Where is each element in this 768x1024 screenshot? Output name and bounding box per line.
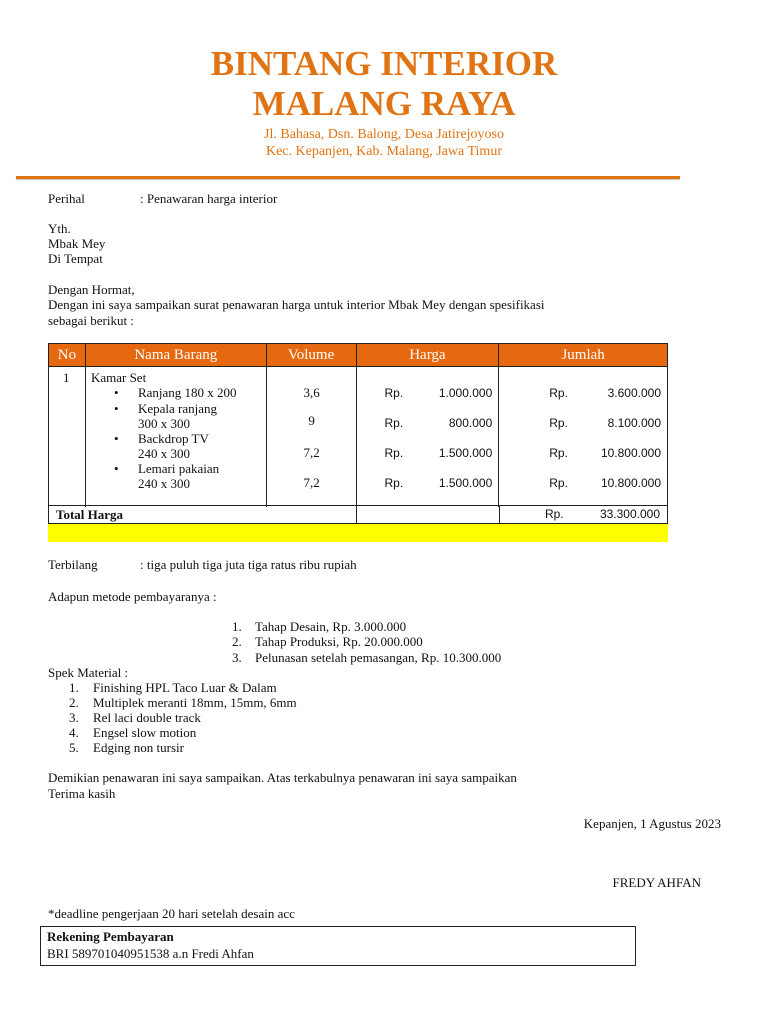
closing-line2: Terima kasih [48,786,116,801]
nama-barang-cell [86,367,266,507]
perihal-label: Perihal [48,191,85,206]
material-number: 5. [69,740,79,755]
material-item: Finishing HPL Taco Luar & Dalam [93,680,277,695]
payment-step: Tahap Desain, Rp. 3.000.000 [255,619,407,634]
item-name: Backdrop TV [137,431,209,446]
total-value: 33.300.000 [599,507,660,521]
price-table [48,343,668,507]
payment-step: Pelunasan setelah pemasangan, Rp. 10.300.000 [255,650,502,665]
item-name: Ranjang 180 x 200 [137,385,237,400]
header-harga: Harga [356,344,499,367]
header-jumlah: Jumlah [499,344,668,367]
item-name: Lemari pakaian [137,461,220,476]
item-total: 10.800.000 [600,476,661,490]
header-divider [16,176,680,179]
place-date: Kepanjen, 1 Agustus 2023 [583,816,721,831]
header-volume: Volume [266,344,356,367]
bullet-icon: • [113,385,119,400]
item-name: Kepala ranjang [137,401,217,416]
material-item: Rel laci double track [93,710,201,725]
bullet-icon: • [113,431,119,446]
material-number: 1. [69,680,79,695]
currency-label: Rp. [384,446,404,460]
closing-line1: Demikian penawaran ini saya sampaikan. Atas terkabulnya penawaran ini saya sampaikan [48,770,517,785]
bank-account-box [40,926,636,966]
header-no: No [49,344,86,367]
currency-label: Rp. [549,446,568,460]
item-price: 800.000 [448,416,493,430]
total-divider [356,506,357,523]
total-row [48,505,668,524]
currency-label: Rp. [549,386,568,400]
material-item: Edging non tursir [93,740,184,755]
material-number: 4. [69,725,79,740]
payment-step-number: 1. [232,619,242,634]
payment-step-number: 2. [232,634,242,649]
greeting: Dengan Hormat, [48,282,135,297]
no-cell [49,367,85,507]
bank-detail: BRI 589701040951538 a.n Fredi Ahfan [47,946,254,961]
jumlah-cell [499,367,667,507]
item-volume: 9 [308,413,315,428]
yth-label: Yth. [48,221,71,236]
header-nama-barang: Nama Barang [85,344,266,367]
payment-step: Tahap Produksi, Rp. 20.000.000 [255,634,423,649]
material-title: Spek Material : [48,665,129,680]
currency-label: Rp. [549,416,568,430]
bank-title: Rekening Pembayaran [47,929,174,944]
material-number: 3. [69,710,79,725]
item-size: 300 x 300 [137,416,190,431]
intro-line2: sebagai berikut : [48,313,134,328]
intro-line1: Dengan ini saya sampaikan surat penawaran harga untuk interior Mbak Mey dengan spesifikasi [48,297,545,312]
item-price: 1.500.000 [438,476,493,490]
material-item: Multiplek meranti 18mm, 15mm, 6mm [93,695,297,710]
item-size: 240 x 300 [137,446,190,461]
company-name-line2: MALANG RAYA [252,84,516,123]
total-label: Total Harga [56,507,124,522]
table-row [49,367,668,508]
item-total: 8.100.000 [607,416,661,430]
item-size: 240 x 300 [137,476,190,491]
company-address-line1: Jl. Bahasa, Dsn. Balong, Desa Jatirejoyoso [264,127,504,142]
item-volume: 7,2 [303,445,320,460]
bullet-icon: • [113,401,119,416]
group-name: Kamar Set [90,370,147,385]
currency-label: Rp. [549,476,568,490]
highlight-bar [48,524,668,542]
volume-cell [267,367,356,507]
item-total: 10.800.000 [600,446,661,460]
harga-cell [357,367,499,507]
item-volume: 7,2 [303,475,320,490]
deadline-note: *deadline pengerjaan 20 hari setelah desain acc [48,906,295,921]
company-address-line2: Kec. Kepanjen, Kab. Malang, Jawa Timur [265,144,502,159]
item-price: 1.000.000 [438,386,493,400]
company-name-line1: BINTANG INTERIOR [210,44,558,83]
recipient-place: Di Tempat [48,251,103,266]
price-table-header [49,344,668,367]
item-volume: 3,6 [303,385,320,400]
currency-label: Rp. [384,386,404,400]
recipient-name: Mbak Mey [48,236,106,251]
signer-name: FREDY AHFAN [612,875,701,890]
material-item: Engsel slow motion [93,725,197,740]
total-currency: Rp. [545,507,564,521]
terbilang-label: Terbilang [48,557,98,572]
currency-label: Rp. [384,476,404,490]
terbilang-value: : tiga puluh tiga juta tiga ratus ribu rupiah [140,557,357,572]
item-price: 1.500.000 [438,446,493,460]
currency-label: Rp. [384,416,404,430]
perihal-value: : Penawaran harga interior [140,191,278,206]
item-total: 3.600.000 [607,386,661,400]
payment-intro: Adapun metode pembayaranya : [48,589,217,604]
material-number: 2. [69,695,79,710]
payment-step-number: 3. [232,650,242,665]
row-number: 1 [63,370,70,385]
total-divider [499,506,500,523]
bullet-icon: • [113,461,119,476]
